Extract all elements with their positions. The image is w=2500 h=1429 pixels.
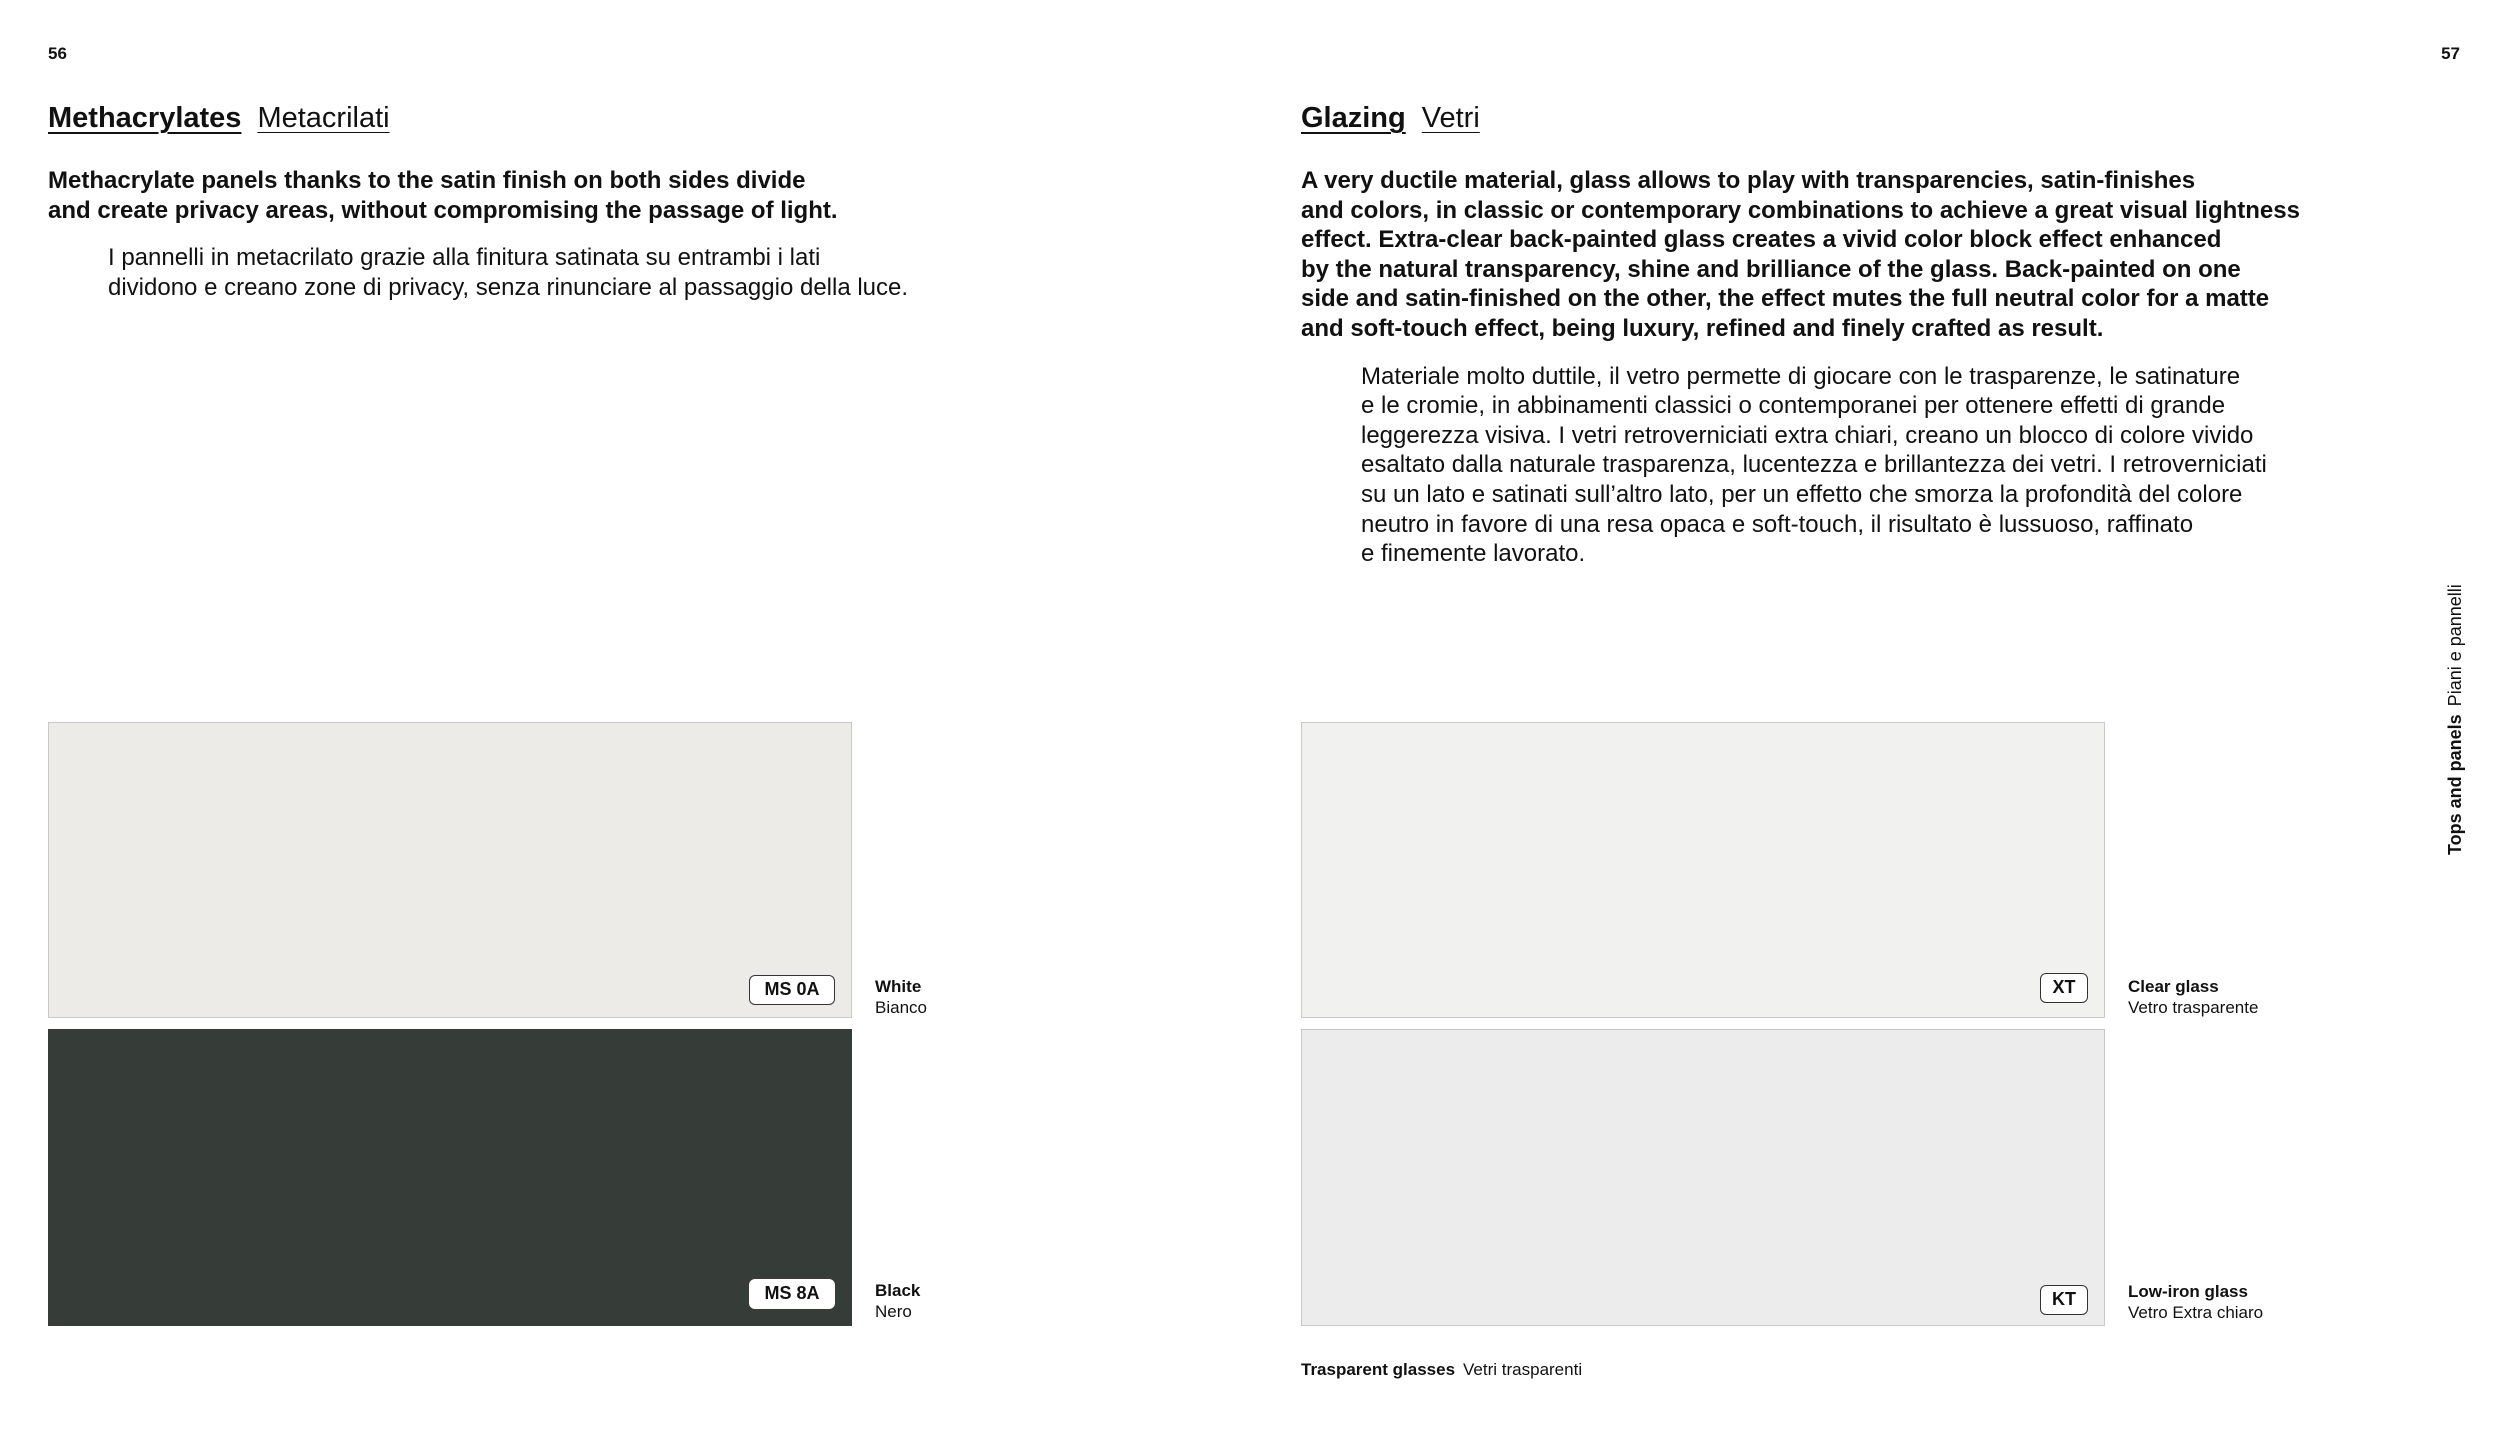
side-tab-it: Piani e pannelli (2445, 584, 2465, 707)
intro-en: Methacrylate panels thanks to the satin finish on both sides divide and create privacy areas, without compromising the passage of light. (48, 167, 838, 224)
swatch-code-badge: MS 8A (749, 1279, 835, 1309)
swatch-caption-black (875, 1280, 920, 1322)
swatch-low-iron-glass (1301, 1029, 2105, 1326)
swatch-name-it: Vetro Extra chiaro (2128, 1303, 2264, 1322)
heading-it: Metacrilati (257, 102, 390, 134)
swatch-name-it: Vetro trasparente (2128, 998, 2259, 1017)
side-tab-en: Tops and panels (2445, 714, 2465, 855)
swatch-code-badge: KT (2040, 1285, 2088, 1315)
swatch-clear-glass (1301, 722, 2105, 1018)
swatch-caption-low-iron-glass (2128, 1281, 2263, 1323)
swatch-caption-white (875, 976, 927, 1018)
heading-it: Vetri (1421, 102, 1480, 134)
page-number-left: 56 (48, 44, 67, 63)
section-heading-methacrylates (48, 102, 390, 135)
footnote-it: Vetri trasparenti (1463, 1360, 1583, 1379)
swatch-name-en: Black (875, 1281, 921, 1300)
heading-en: Glazing (1301, 102, 1406, 134)
swatch-name-it: Bianco (875, 998, 927, 1017)
swatch-name-en: White (875, 977, 922, 996)
swatch-code-badge: MS 0A (749, 975, 835, 1005)
intro-it: Materiale molto duttile, il vetro permette di giocare con le trasparenze, le satinature e le cromie, in abbinamenti classici o contemporanei per ottenere effetti di grande leggerezza visiva. I vetri retroverniciati extra chiari, creano un blocco di colore vivido esaltato dalla naturale trasparenza, lucentezza e brillantezza dei vetri. I retroverniciati su un lato e satinati sull’altro lato, per un effetto che smorza la profondità del colore neutro in favore di una resa opaca e soft-touch, il risultato è lussuoso, raffinato e finemente lavorato. (1361, 362, 2267, 568)
intro-en: A very ductile material, glass allows to play with transparencies, satin-finishes and colors, in classic or contemporary combinations to achieve a great visual lightness effect. Extra-clear back-painted glass creates a vivid color block effect enhanced by the natural transparency, shine and brilliance of the glass. Back-painted on one side and satin-finished on the other, the effect mutes the full neutral color for a matte and soft-touch effect, being luxury, refined and finely crafted as result. (1301, 167, 2300, 342)
swatch-name-en: Clear glass (2128, 977, 2219, 996)
swatch-code-badge: XT (2040, 973, 2088, 1003)
section-side-tab (2440, 455, 2470, 855)
heading-en: Methacrylates (48, 102, 242, 134)
swatch-caption-clear-glass (2128, 976, 2258, 1018)
swatch-name-it: Nero (875, 1302, 912, 1321)
swatch-white (48, 722, 852, 1018)
intro-text-glazing (1301, 148, 2451, 587)
intro-it: I pannelli in metacrilato grazie alla finitura satinata su entrambi i lati dividono e creano zone di privacy, senza rinunciare al passaggio della luce. (108, 244, 909, 301)
page-number-right: 57 (2441, 44, 2460, 63)
footnote-transparent-glasses (1301, 1360, 1582, 1380)
swatch-black (48, 1029, 852, 1326)
intro-text-methacrylates (48, 148, 1198, 320)
swatch-name-en: Low-iron glass (2128, 1282, 2248, 1301)
section-heading-glazing (1301, 102, 1480, 135)
footnote-en: Trasparent glasses (1301, 1360, 1456, 1379)
